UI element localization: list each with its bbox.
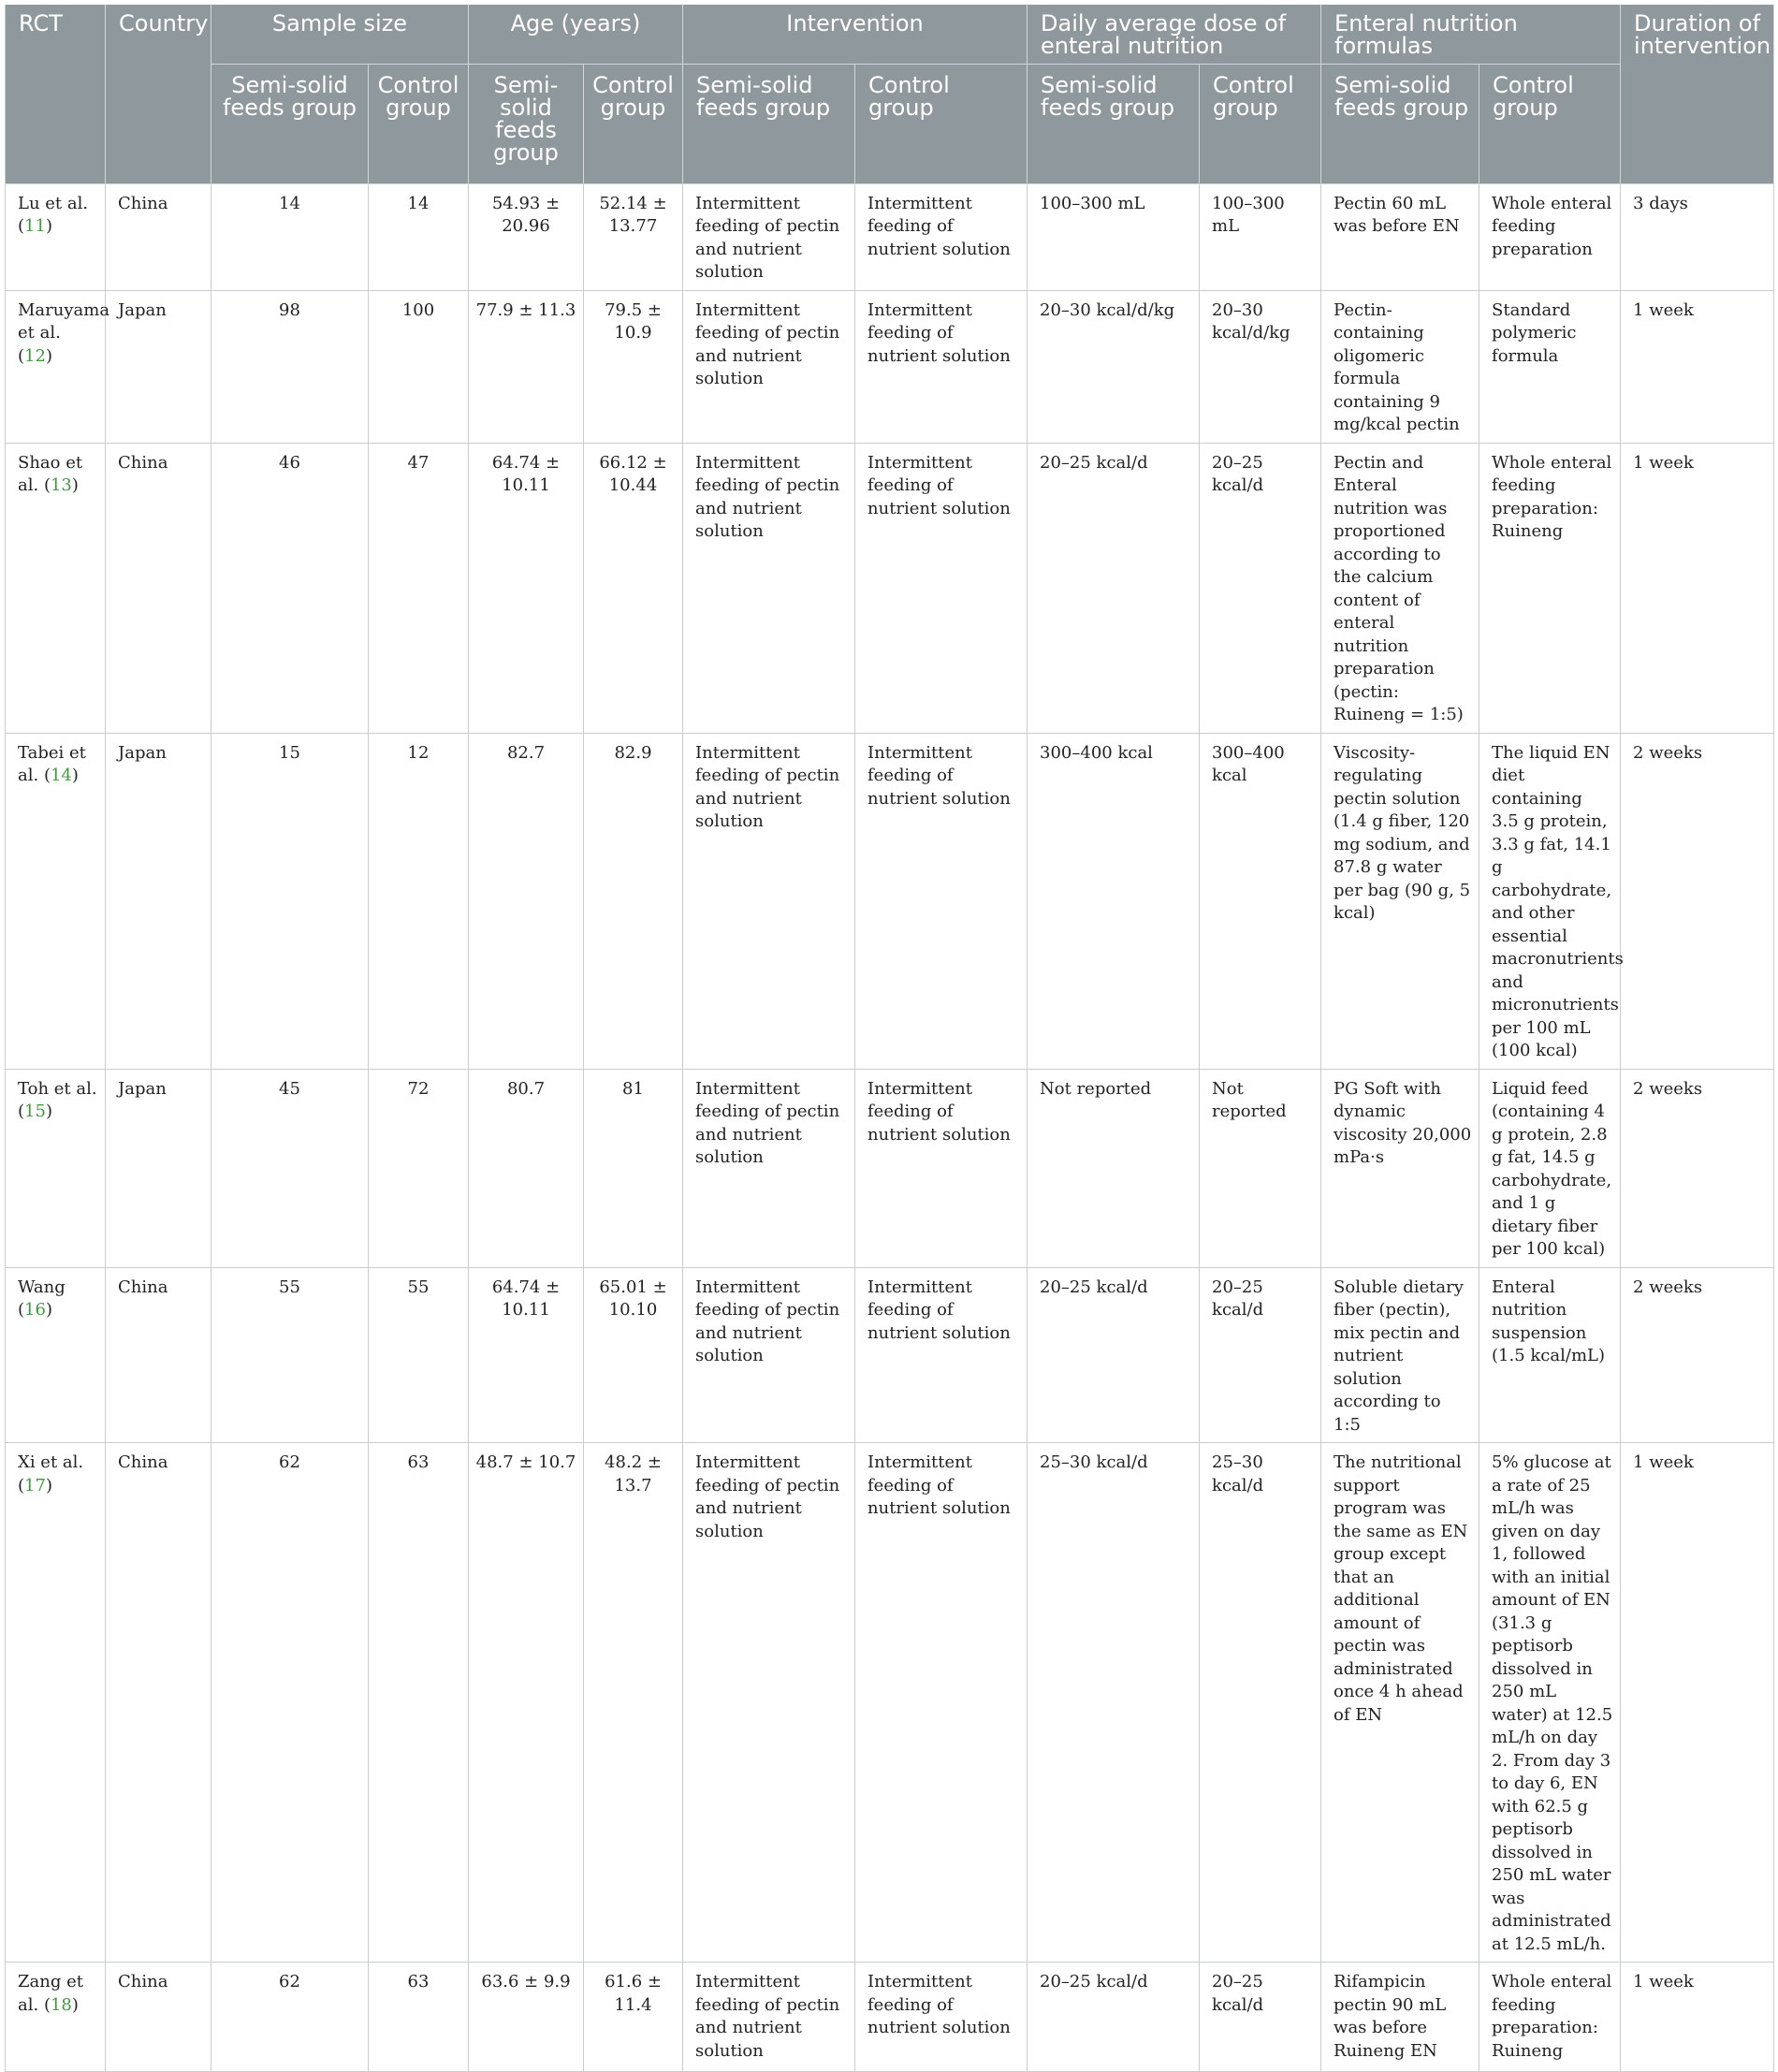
duration-cell: 1 week (1621, 443, 1774, 733)
dose-control-cell: Not reported (1200, 1069, 1321, 1267)
header-age-control: Control group (584, 64, 683, 183)
sample-control-cell: 14 (369, 183, 469, 290)
header-duration: Duration of intervention (1621, 5, 1774, 183)
duration-cell: 1 week (1621, 1963, 1774, 2072)
country-cell: China (106, 1443, 211, 1963)
sample-semi-cell: 15 (211, 733, 369, 1069)
formula-semi-cell: Pectin 60 mL was before EN (1321, 183, 1479, 290)
sample-control-cell: 72 (369, 1069, 469, 1267)
reference-link[interactable]: 17 (24, 1475, 46, 1496)
header-intervention-control: Control group (855, 64, 1027, 183)
formula-semi-cell: Pectin and Enteral nutrition was proportioned according to the calcium content of enteral nutrition preparation (pectin: Ruineng = 1:5) (1321, 443, 1479, 733)
header-age-semi: Semi-solid feeds group (469, 64, 584, 183)
age-semi-cell: 54.93 ± 20.96 (469, 183, 584, 290)
formula-control-cell: Enteral nutrition suspension (1.5 kcal/mL) (1479, 1267, 1621, 1443)
duration-cell: 1 week (1621, 1443, 1774, 1963)
dose-semi-cell: 20–25 kcal/d (1027, 443, 1200, 733)
country-cell: Japan (106, 733, 211, 1069)
rct-author: Toh et al. (18, 1078, 97, 1099)
intervention-semi-cell: Intermittent feeding of pectin and nutrient solution (683, 443, 855, 733)
formula-semi-cell: Viscosity-regulating pectin solution (1.4 g fiber, 120 mg sodium, and 87.8 g water per bag (90 g, 5 kcal) (1321, 733, 1479, 1069)
intervention-control-cell: Intermittent feeding of nutrient solution (855, 1267, 1027, 1443)
duration-cell: 2 weeks (1621, 1069, 1774, 1267)
formula-control-cell: Standard polymeric formula (1479, 290, 1621, 443)
header-daily-dose: Daily average dose of enteral nutrition (1027, 5, 1321, 64)
intervention-semi-cell: Intermittent feeding of pectin and nutrient solution (683, 1267, 855, 1443)
sample-control-cell: 55 (369, 1267, 469, 1443)
rct-cell: Shao et al. (13) (6, 443, 106, 733)
reference-link[interactable]: 15 (24, 1102, 46, 1121)
age-control-cell: 52.14 ± 13.77 (584, 183, 683, 290)
duration-cell: 3 days (1621, 183, 1774, 290)
header-row-main (6, 5, 1774, 64)
age-semi-cell: 63.6 ± 9.9 (469, 1963, 584, 2072)
header-intervention-semi: Semi-solid feeds group (683, 64, 855, 183)
table-row (6, 1069, 1774, 1267)
sample-control-cell: 63 (369, 1443, 469, 1963)
formula-control-cell: Liquid feed (containing 4 g protein, 2.8 g fat, 14.5 g carbohydrate, and 1 g dietary fiber per 100 kcal) (1479, 1069, 1621, 1267)
rct-author: Zang et al. (18, 1972, 83, 2015)
formula-control-cell: Whole enteral feeding preparation (1479, 183, 1621, 290)
reference-link[interactable]: 13 (50, 475, 72, 495)
sample-control-cell: 12 (369, 733, 469, 1069)
reference-link[interactable]: 11 (24, 216, 46, 236)
table-row (6, 1267, 1774, 1443)
dose-control-cell: 300–400 kcal (1200, 733, 1321, 1069)
header-sample-size: Sample size (211, 5, 469, 64)
sample-control-cell: 100 (369, 290, 469, 443)
dose-semi-cell: 25–30 kcal/d (1027, 1443, 1200, 1963)
rct-cell: Lu et al. (11) (6, 183, 106, 290)
duration-cell: 1 week (1621, 290, 1774, 443)
sample-semi-cell: 62 (211, 1443, 369, 1963)
header-formula-control: Control group (1479, 64, 1621, 183)
rct-cell: Wang (16) (6, 1267, 106, 1443)
dose-semi-cell: Not reported (1027, 1069, 1200, 1267)
intervention-control-cell: Intermittent feeding of nutrient solution (855, 1069, 1027, 1267)
sample-semi-cell: 45 (211, 1069, 369, 1267)
intervention-control-cell: Intermittent feeding of nutrient solution (855, 1443, 1027, 1963)
dose-semi-cell: 20–30 kcal/d/kg (1027, 290, 1200, 443)
intervention-semi-cell: Intermittent feeding of pectin and nutrient solution (683, 1069, 855, 1267)
dose-semi-cell: 20–25 kcal/d (1027, 1267, 1200, 1443)
intervention-control-cell: Intermittent feeding of nutrient solution (855, 443, 1027, 733)
country-cell: China (106, 1267, 211, 1443)
age-semi-cell: 80.7 (469, 1069, 584, 1267)
dose-semi-cell: 20–25 kcal/d (1027, 1963, 1200, 2072)
header-intervention: Intervention (683, 5, 1027, 64)
intervention-control-cell: Intermittent feeding of nutrient solution (855, 733, 1027, 1069)
dose-semi-cell: 300–400 kcal (1027, 733, 1200, 1069)
header-age: Age (years) (469, 5, 683, 64)
intervention-control-cell: Intermittent feeding of nutrient solution (855, 290, 1027, 443)
reference-link[interactable]: 12 (24, 345, 46, 366)
rct-cell: Tabei et al. (14) (6, 733, 106, 1069)
study-characteristics-table (5, 5, 1774, 2072)
age-semi-cell: 64.74 ± 10.11 (469, 443, 584, 733)
country-cell: China (106, 183, 211, 290)
dose-control-cell: 20–25 kcal/d (1200, 443, 1321, 733)
age-semi-cell: 82.7 (469, 733, 584, 1069)
reference-link[interactable]: 16 (24, 1300, 46, 1320)
formula-control-cell: The liquid EN diet containing 3.5 g protein, 3.3 g fat, 14.1 g carbohydrate, and other essential macronutrients and micronutrients per 100 mL (100 kcal) (1479, 733, 1621, 1069)
intervention-semi-cell: Intermittent feeding of pectin and nutrient solution (683, 290, 855, 443)
age-control-cell: 48.2 ± 13.7 (584, 1443, 683, 1963)
duration-cell: 2 weeks (1621, 733, 1774, 1069)
dose-control-cell: 25–30 kcal/d (1200, 1443, 1321, 1963)
age-semi-cell: 77.9 ± 11.3 (469, 290, 584, 443)
table-row (6, 443, 1774, 733)
formula-semi-cell: Pectin-containing oligomeric formula containing 9 mg/kcal pectin (1321, 290, 1479, 443)
age-semi-cell: 64.74 ± 10.11 (469, 1267, 584, 1443)
header-dose-control: Control group (1200, 64, 1321, 183)
sample-semi-cell: 98 (211, 290, 369, 443)
formula-semi-cell: Soluble dietary fiber (pectin), mix pectin and nutrient solution according to 1:5 (1321, 1267, 1479, 1443)
formula-control-cell: Whole enteral feeding preparation: Ruineng (1479, 1963, 1621, 2072)
age-semi-cell: 48.7 ± 10.7 (469, 1443, 584, 1963)
rct-author: Maruyama et al. (18, 299, 110, 343)
dose-semi-cell: 100–300 mL (1027, 183, 1200, 290)
intervention-semi-cell: Intermittent feeding of pectin and nutrient solution (683, 733, 855, 1069)
header-formulas: Enteral nutrition formulas (1321, 5, 1621, 64)
rct-cell: Toh et al. (15) (6, 1069, 106, 1267)
intervention-control-cell: Intermittent feeding of nutrient solution (855, 1963, 1027, 2072)
country-cell: China (106, 443, 211, 733)
dose-control-cell: 20–30 kcal/d/kg (1200, 290, 1321, 443)
rct-author: Lu et al. (18, 193, 89, 213)
formula-control-cell: Whole enteral feeding preparation: Ruineng (1479, 443, 1621, 733)
dose-control-cell: 100–300 mL (1200, 183, 1321, 290)
intervention-control-cell: Intermittent feeding of nutrient solution (855, 183, 1027, 290)
rct-author: Shao et al. (18, 452, 83, 495)
formula-semi-cell: PG Soft with dynamic viscosity 20,000 mPa·s (1321, 1069, 1479, 1267)
rct-author: Wang (18, 1277, 66, 1297)
header-formula-semi: Semi-solid feeds group (1321, 64, 1479, 183)
age-control-cell: 82.9 (584, 733, 683, 1069)
formula-control-cell: 5% glucose at a rate of 25 mL/h was given on day 1, followed with an initial amount of EN (31.3 g peptisorb dissolved in 250 mL water) at 12.5 mL/h on day 2. From day 3 to day 6, EN with 62.5 g peptisorb dissolved in 250 mL water was administrated at 12.5 mL/h. (1479, 1443, 1621, 1963)
rct-cell: Maruyama et al. (12) (6, 290, 106, 443)
rct-author: Xi et al. (18, 1452, 84, 1472)
age-control-cell: 65.01 ± 10.10 (584, 1267, 683, 1443)
header-sample-semi: Semi-solid feeds group (211, 64, 369, 183)
country-cell: Japan (106, 1069, 211, 1267)
header-dose-semi: Semi-solid feeds group (1027, 64, 1200, 183)
age-control-cell: 66.12 ± 10.44 (584, 443, 683, 733)
table-row (6, 1963, 1774, 2072)
table-body (6, 183, 1774, 2072)
table-row (6, 733, 1774, 1069)
sample-control-cell: 47 (369, 443, 469, 733)
intervention-semi-cell: Intermittent feeding of pectin and nutrient solution (683, 1963, 855, 2072)
country-cell: Japan (106, 290, 211, 443)
sample-semi-cell: 46 (211, 443, 369, 733)
rct-cell: Zang et al. (18) (6, 1963, 106, 2072)
header-sample-control: Control group (369, 64, 469, 183)
rct-cell: Xi et al. (17) (6, 1443, 106, 1963)
sample-semi-cell: 14 (211, 183, 369, 290)
header-country: Country (106, 5, 211, 183)
age-control-cell: 81 (584, 1069, 683, 1267)
sample-semi-cell: 62 (211, 1963, 369, 2072)
table-row (6, 1443, 1774, 1963)
age-control-cell: 79.5 ± 10.9 (584, 290, 683, 443)
formula-semi-cell: The nutritional support program was the same as EN group except that an additional amount of pectin was administrated once 4 h ahead of EN (1321, 1443, 1479, 1963)
rct-author: Tabei et al. (18, 742, 86, 785)
dose-control-cell: 20–25 kcal/d (1200, 1267, 1321, 1443)
duration-cell: 2 weeks (1621, 1267, 1774, 1443)
header-rct: RCT (6, 5, 106, 183)
table-row (6, 183, 1774, 290)
sample-control-cell: 63 (369, 1963, 469, 2072)
sample-semi-cell: 55 (211, 1267, 369, 1443)
intervention-semi-cell: Intermittent feeding of pectin and nutrient solution (683, 183, 855, 290)
intervention-semi-cell: Intermittent feeding of pectin and nutrient solution (683, 1443, 855, 1963)
reference-link[interactable]: 14 (50, 766, 72, 785)
reference-link[interactable]: 18 (50, 1994, 72, 2015)
table-row (6, 290, 1774, 443)
header-row-sub (6, 64, 1774, 183)
age-control-cell: 61.6 ± 11.4 (584, 1963, 683, 2072)
formula-semi-cell: Rifampicin pectin 90 mL was before Ruineng EN (1321, 1963, 1479, 2072)
country-cell: China (106, 1963, 211, 2072)
dose-control-cell: 20–25 kcal/d (1200, 1963, 1321, 2072)
